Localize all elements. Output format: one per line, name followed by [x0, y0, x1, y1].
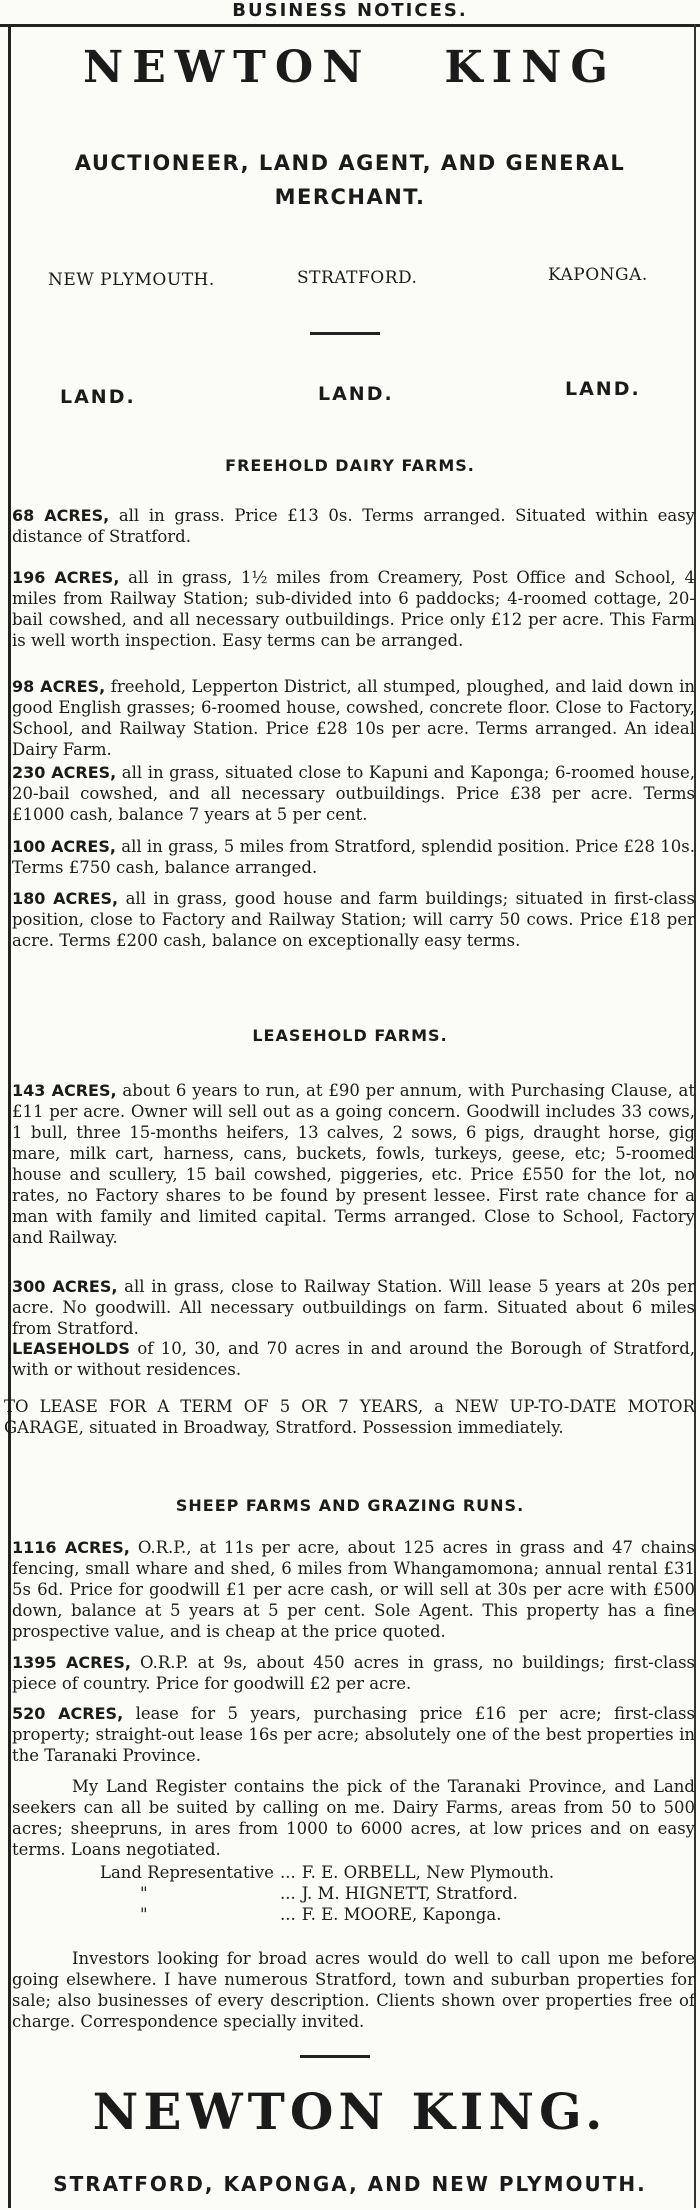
listing-text: lease for 5 years, purchasing price £16 per acre; first-class property; straight-out lease 16s per acre; absolutely one of the best properties in the Taranaki Province. [12, 1704, 695, 1765]
listing-text: all in grass, 5 miles from Stratford, splendid position. Price £28 10s. Terms £750 cash, balance arranged. [12, 837, 695, 877]
listing-text: about 6 years to run, at £90 per annum, with Purchasing Clause, at £11 per acre. Owner will sell out as a going concern. Goodwill includes 33 cows, 1 bull, three 15-months heifers, 13 calves, 2 sows, 6 pigs, draught horse, gig mare, milk cart, harness, cans, buckets, fowls, turkeys, geese, etc; 5-roomed house and scullery, 15 bail cowshed, piggeries, etc. Price £550 for the lot, no rates, no Factory shares to be found by present lessee. First rate chance for a man with family and limited capital. Terms arranged. Close to School, Factory and Railway. [12, 1081, 695, 1247]
listing-lead: 300 ACRES, [12, 1277, 118, 1296]
town-new-plymouth: NEW PLYMOUTH. [48, 270, 215, 290]
listing-text: O.R.P. at 9s, about 450 acres in grass, no buildings; first-class piece of country. Price for goodwill £2 per acre. [12, 1653, 696, 1693]
rep-name: F. E. ORBELL, New Plymouth. [301, 1863, 555, 1882]
land-word: LAND. [318, 383, 394, 405]
footer-name: NEWTON KING. [92, 2082, 608, 2141]
listing-lead: 1116 ACRES, [12, 1538, 130, 1557]
listing-text: all in grass, close to Railway Station. Will lease 5 years at 20s per acre. No goodwill. All necessary outbuildings on farm. Situated about 6 miles from Stratford. [12, 1277, 696, 1338]
garage-notice: TO LEASE FOR A TERM OF 5 OR 7 YEARS, a NEW UP-TO-DATE MOTOR GARAGE, situated in Broadway, Stratford. Possession immediately. [4, 1397, 695, 1437]
rep-ditto: " [140, 1884, 148, 1903]
listing-lead: 100 ACRES, [12, 837, 116, 856]
listing-lead: 98 ACRES, [12, 677, 106, 696]
listing-text: all in grass. Price £13 0s. Terms arranged. Situated within easy distance of Stratford. [12, 506, 695, 546]
listing-lead: 230 ACRES, [12, 763, 117, 782]
sheep-heading: SHEEP FARMS AND GRAZING RUNS. [175, 1496, 525, 1515]
representatives-table [100, 1862, 560, 1925]
section-header: BUSINESS NOTICES. [232, 0, 468, 21]
rep-label: Land Representative [100, 1863, 274, 1882]
rep-dots: ... [279, 1884, 296, 1903]
rep-name: J. M. HIGNETT, Stratford. [301, 1884, 518, 1903]
listing-lead: 143 ACRES, [12, 1081, 117, 1100]
listing-text: of 10, 30, and 70 acres in and around the Borough of Stratford, with or without residences. [12, 1339, 696, 1379]
listing-lead: 68 ACRES, [12, 506, 110, 525]
investors-paragraph: Investors looking for broad acres would do well to call upon me before going elsewhere. I have numerous Stratford, town and suburban properties for sale; also businesses of every description. Clients shown over properties free of charge. Correspondence specially invited. [12, 1949, 695, 2031]
listing-lead: 196 ACRES, [12, 568, 120, 587]
listing [12, 1537, 695, 1642]
listing-lead: 520 ACRES, [12, 1704, 124, 1723]
listing [12, 836, 695, 878]
representative-row [100, 1904, 560, 1925]
divider-rule [310, 332, 380, 335]
listing-lead: 1395 ACRES, [12, 1653, 131, 1672]
trade-line-1: AUCTIONEER, LAND AGENT, AND GENERAL [74, 151, 626, 175]
land-word: LAND. [60, 386, 136, 408]
listing [12, 888, 695, 951]
listing-text: all in grass, good house and farm buildings; situated in first-class position, close to Factory and Railway Station; will carry 50 cows. Price £18 per acre. Terms £200 cash, balance on exceptionally easy terms. [12, 889, 696, 950]
listing-text: O.R.P., at 11s per acre, about 125 acres in grass and 47 chains fencing, small whare and shed, 6 miles from Whangamomona; annual rental £31 5s 6d. Price for goodwill £1 per acre cash, or will sell at 30s per acre with £500 down, balance at 5 years at 5 per cent. Sole Agent. This property has a fine prospective value, and is cheap at the price quoted. [12, 1538, 696, 1641]
listing-text: all in grass, 1½ miles from Creamery, Post Office and School, 4 miles from Railway Station; sub-divided into 6 paddocks; 4-roomed cottage, 20-bail cowshed, and all necessary outbuildings. Price only £12 per acre. This Farm is well worth inspection. Easy terms can be arranged. [12, 568, 695, 650]
town-kaponga: KAPONGA. [548, 265, 648, 285]
trade-line-2: MERCHANT. [274, 185, 426, 209]
listing [12, 505, 695, 547]
listing [12, 1652, 695, 1694]
listing-lead: 180 ACRES, [12, 889, 119, 908]
representative-row [100, 1883, 560, 1904]
rep-ditto: " [140, 1905, 148, 1924]
rep-dots: ... [279, 1905, 296, 1924]
divider-rule [300, 2055, 370, 2058]
leasehold-heading: LEASEHOLD FARMS. [252, 1026, 448, 1045]
advertiser-name: NEWTON KING [82, 42, 618, 93]
rep-name: F. E. MOORE, Kaponga. [301, 1905, 502, 1924]
listing [12, 676, 695, 760]
listing-text: all in grass, situated close to Kapuni and Kaponga; 6-roomed house, 20-bail cowshed, and all necessary outbuildings. Price £38 per acre. Terms £1000 cash, balance 7 years at 5 per cent. [12, 763, 696, 824]
footer-towns: STRATFORD, KAPONGA, AND NEW PLYMOUTH. [53, 2172, 647, 2196]
listing [12, 567, 695, 651]
listing [12, 762, 695, 825]
rep-dots: ... [279, 1863, 296, 1882]
representative-row [100, 1862, 560, 1883]
listing-lead: LEASEHOLDS [12, 1339, 130, 1358]
listing-text: freehold, Lepperton District, all stumped, ploughed, and laid down in good English grasses; 6-roomed house, cowshed, concrete floor. Close to Factory, School, and Railway Station. Price £28 10s per acre. Terms arranged. An ideal Dairy Farm. [12, 677, 696, 759]
land-word: LAND. [565, 378, 641, 400]
listing [12, 1276, 695, 1339]
listing [12, 1703, 695, 1766]
listing [12, 1080, 695, 1248]
land-register-paragraph: My Land Register contains the pick of the Taranaki Province, and Land seekers can all be suited by calling on me. Dairy Farms, areas from 50 to 500 acres; sheepruns, in ares from 1000 to 6000 acres, at low prices and on easy terms. Loans negotiated. [12, 1777, 695, 1859]
town-stratford: STRATFORD. [297, 268, 418, 288]
freehold-heading: FREEHOLD DAIRY FARMS. [225, 456, 475, 475]
listing [12, 1338, 695, 1380]
